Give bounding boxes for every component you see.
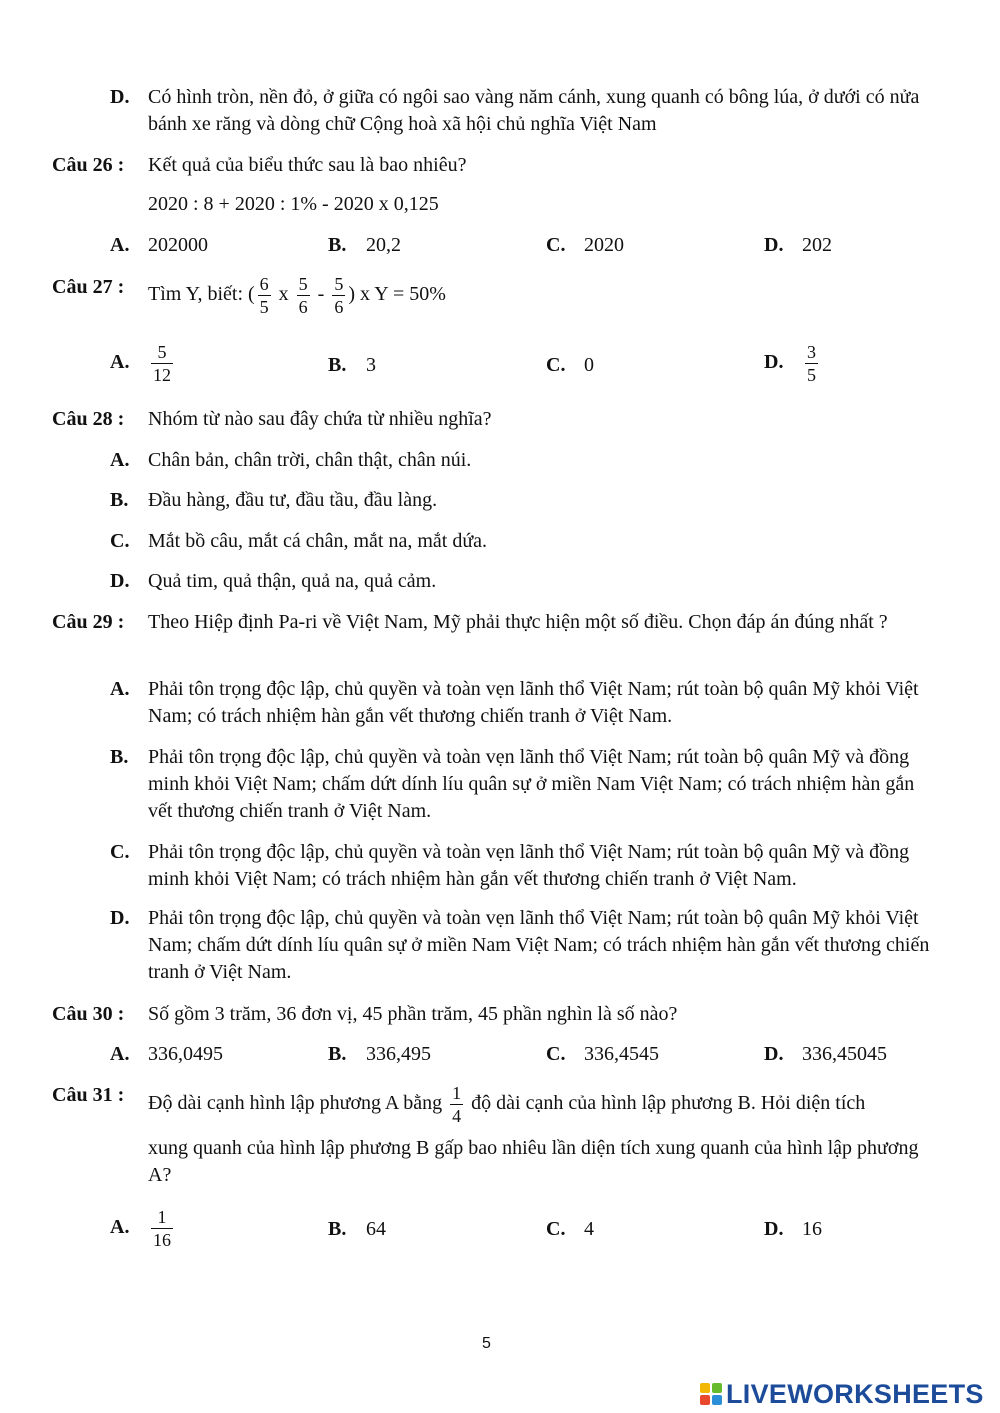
option-text: 336,495	[366, 1043, 431, 1065]
q27-option-a[interactable]	[110, 341, 176, 386]
numerator: 5	[298, 274, 308, 294]
q26-option-a[interactable]	[110, 232, 208, 259]
q28-option-c[interactable]	[110, 528, 487, 555]
fraction	[258, 273, 271, 318]
liveworksheets-logo-icon	[700, 1383, 722, 1405]
liveworksheets-logo-text: LIVEWORKSHEETS	[726, 1378, 984, 1409]
q26-option-b[interactable]	[328, 232, 401, 259]
q30-option-c[interactable]	[546, 1041, 659, 1068]
denominator: 6	[298, 297, 308, 317]
denominator: 5	[259, 297, 269, 317]
question-label-27: Câu 27 :	[52, 276, 125, 298]
option-label: B.	[110, 746, 129, 768]
text-part: độ dài cạnh của hình lập phương B. Hỏi diện tích	[471, 1092, 866, 1115]
q27-option-d[interactable]	[764, 341, 821, 386]
option-text: 20,2	[366, 234, 401, 256]
option-text: Chân bản, chân trời, chân thật, chân núi.	[148, 449, 472, 471]
fraction	[151, 1206, 173, 1251]
numerator: 3	[807, 342, 816, 362]
option-label: D.	[764, 351, 784, 374]
option-text: 16	[802, 1218, 822, 1240]
q28-option-b[interactable]	[110, 487, 437, 514]
fraction	[332, 273, 345, 318]
question-text-31-line2: xung quanh của hình lập phương B gấp bao nhiêu lần diện tích xung quanh của hình lập phương A?	[148, 1137, 919, 1186]
option-text: 64	[366, 1218, 386, 1240]
option-label: A.	[110, 234, 130, 256]
option-label: B.	[328, 1218, 347, 1240]
option-text: 4	[584, 1218, 594, 1240]
question-text-28: Nhóm từ nào sau đây chứa từ nhiều nghĩa?	[148, 408, 492, 430]
option-label: B.	[328, 234, 347, 256]
q27-option-b[interactable]	[328, 352, 376, 379]
option-text: Phải tôn trọng độc lập, chủ quyền và toàn vẹn lãnh thổ Việt Nam; rút toàn bộ quân Mỹ khỏi Việt Nam; có trách nhiệm hàn gắn vết thương chiến tranh ở Việt Nam.	[148, 678, 919, 727]
option-label: B.	[328, 354, 347, 376]
option-label: C.	[546, 234, 566, 256]
option-label: C.	[546, 1218, 566, 1240]
option-label: A.	[110, 351, 130, 374]
option-text: 336,45045	[802, 1043, 887, 1065]
question-label-26: Câu 26 :	[52, 154, 125, 176]
option-text: 202	[802, 234, 832, 256]
text-part: -	[317, 283, 325, 306]
q28-option-d[interactable]	[110, 568, 436, 595]
denominator: 6	[334, 297, 344, 317]
option-text: 336,0495	[148, 1043, 223, 1065]
option-label: D.	[764, 1043, 784, 1065]
fraction	[805, 341, 818, 386]
option-label: A.	[110, 1043, 130, 1065]
option-text: Phải tôn trọng độc lập, chủ quyền và toàn vẹn lãnh thổ Việt Nam; rút toàn bộ quân Mỹ và đồng minh khỏi Việt Nam; chấm dứt dính líu quân sự ở miền Nam Việt Nam; có trách nhiệm hàn gắn vết thương chiến tranh ở Việt Nam.	[148, 746, 915, 822]
question-text-31-line1	[148, 1082, 865, 1127]
numerator: 5	[334, 274, 344, 294]
question-text-27	[148, 273, 446, 318]
option-text: Có hình tròn, nền đỏ, ở giữa có ngôi sao vàng năm cánh, xung quanh có bông lúa, ở dưới có nửa bánh xe răng và dòng chữ Cộng hoà xã hội chủ nghĩa Việt Nam	[148, 86, 920, 135]
q26-option-c[interactable]	[546, 232, 624, 259]
fraction	[151, 341, 173, 386]
q30-option-b[interactable]	[328, 1041, 431, 1068]
numerator: 6	[259, 274, 269, 294]
option-text: 202000	[148, 234, 208, 256]
option-label: D.	[110, 907, 130, 929]
q31-option-b[interactable]	[328, 1216, 386, 1243]
text-part: x	[278, 283, 289, 306]
denominator: 5	[807, 365, 816, 385]
question-label-31: Câu 31 :	[52, 1084, 125, 1106]
expression-26: 2020 : 8 + 2020 : 1% - 2020 x 0,125	[148, 193, 439, 215]
question-text-30: Số gồm 3 trăm, 36 đơn vị, 45 phần trăm, 45 phần nghìn là số nào?	[148, 1003, 678, 1025]
option-text: Mắt bồ câu, mắt cá chân, mắt na, mắt dứa.	[148, 530, 488, 552]
option-text: 336,4545	[584, 1043, 659, 1065]
denominator: 4	[452, 1106, 462, 1126]
option-label: C.	[110, 530, 130, 552]
option-text: 0	[584, 354, 594, 376]
question-label-29: Câu 29 :	[52, 611, 125, 633]
option-text: Phải tôn trọng độc lập, chủ quyền và toàn vẹn lãnh thổ Việt Nam; rút toàn bộ quân Mỹ khỏi Việt Nam; chấm dứt dính líu quân sự ở miền Nam Việt Nam; có trách nhiệm hàn gắn vết thương chiến tranh ở Việt Nam.	[148, 907, 930, 983]
q29-option-d[interactable]	[110, 905, 940, 986]
text-part: Độ dài cạnh hình lập phương A bằng	[148, 1092, 443, 1115]
q29-option-b[interactable]	[110, 744, 940, 825]
option-label: D.	[764, 234, 784, 256]
denominator: 16	[153, 1230, 171, 1250]
option-label: A.	[110, 1216, 130, 1239]
fraction	[297, 273, 310, 318]
q31-option-a[interactable]	[110, 1206, 176, 1251]
denominator: 12	[153, 365, 171, 385]
numerator: 1	[157, 1207, 167, 1227]
fraction	[450, 1082, 463, 1127]
q29-option-c[interactable]	[110, 839, 940, 893]
liveworksheets-logo[interactable]	[700, 1376, 984, 1412]
option-label: C.	[546, 354, 566, 376]
option-text: Đầu hàng, đầu tư, đầu tầu, đầu làng.	[148, 489, 438, 511]
prev-option-d[interactable]	[110, 84, 940, 138]
q30-option-a[interactable]	[110, 1041, 223, 1068]
numerator: 5	[157, 342, 167, 362]
option-label: D.	[110, 86, 130, 108]
option-label: D.	[764, 1218, 784, 1240]
option-text: Phải tôn trọng độc lập, chủ quyền và toàn vẹn lãnh thổ Việt Nam; rút toàn bộ quân Mỹ và đồng minh khỏi Việt Nam; có trách nhiệm hàn gắn vết thương chiến tranh ở Việt Nam.	[148, 841, 910, 890]
option-label: A.	[110, 678, 130, 700]
question-label-30: Câu 30 :	[52, 1003, 125, 1025]
q28-option-a[interactable]	[110, 447, 471, 474]
numerator: 1	[452, 1083, 462, 1103]
q26-option-d[interactable]	[764, 232, 832, 259]
text-part: ) x Y = 50%	[348, 283, 446, 306]
option-label: C.	[110, 841, 130, 863]
option-text: 3	[366, 354, 376, 376]
q27-option-c[interactable]	[546, 352, 594, 379]
q31-option-d[interactable]	[764, 1216, 822, 1243]
option-text: Quả tim, quả thận, quả na, quả cảm.	[148, 570, 437, 592]
option-text: 2020	[584, 234, 624, 256]
page-number: 5	[482, 1335, 491, 1352]
option-label: C.	[546, 1043, 566, 1065]
option-label: A.	[110, 449, 130, 471]
q31-option-c[interactable]	[546, 1216, 594, 1243]
question-text-29: Theo Hiệp định Pa-ri về Việt Nam, Mỹ phải thực hiện một số điều. Chọn đáp án đúng nhất ?	[148, 611, 888, 633]
text-part: Tìm Y, biết: (	[148, 283, 255, 306]
question-text-26: Kết quả của biểu thức sau là bao nhiêu?	[148, 154, 467, 176]
option-label: B.	[110, 489, 129, 511]
q29-option-a[interactable]	[110, 676, 940, 730]
q30-option-d[interactable]	[764, 1041, 887, 1068]
option-label: B.	[328, 1043, 347, 1065]
option-label: D.	[110, 570, 130, 592]
question-label-28: Câu 28 :	[52, 408, 125, 430]
